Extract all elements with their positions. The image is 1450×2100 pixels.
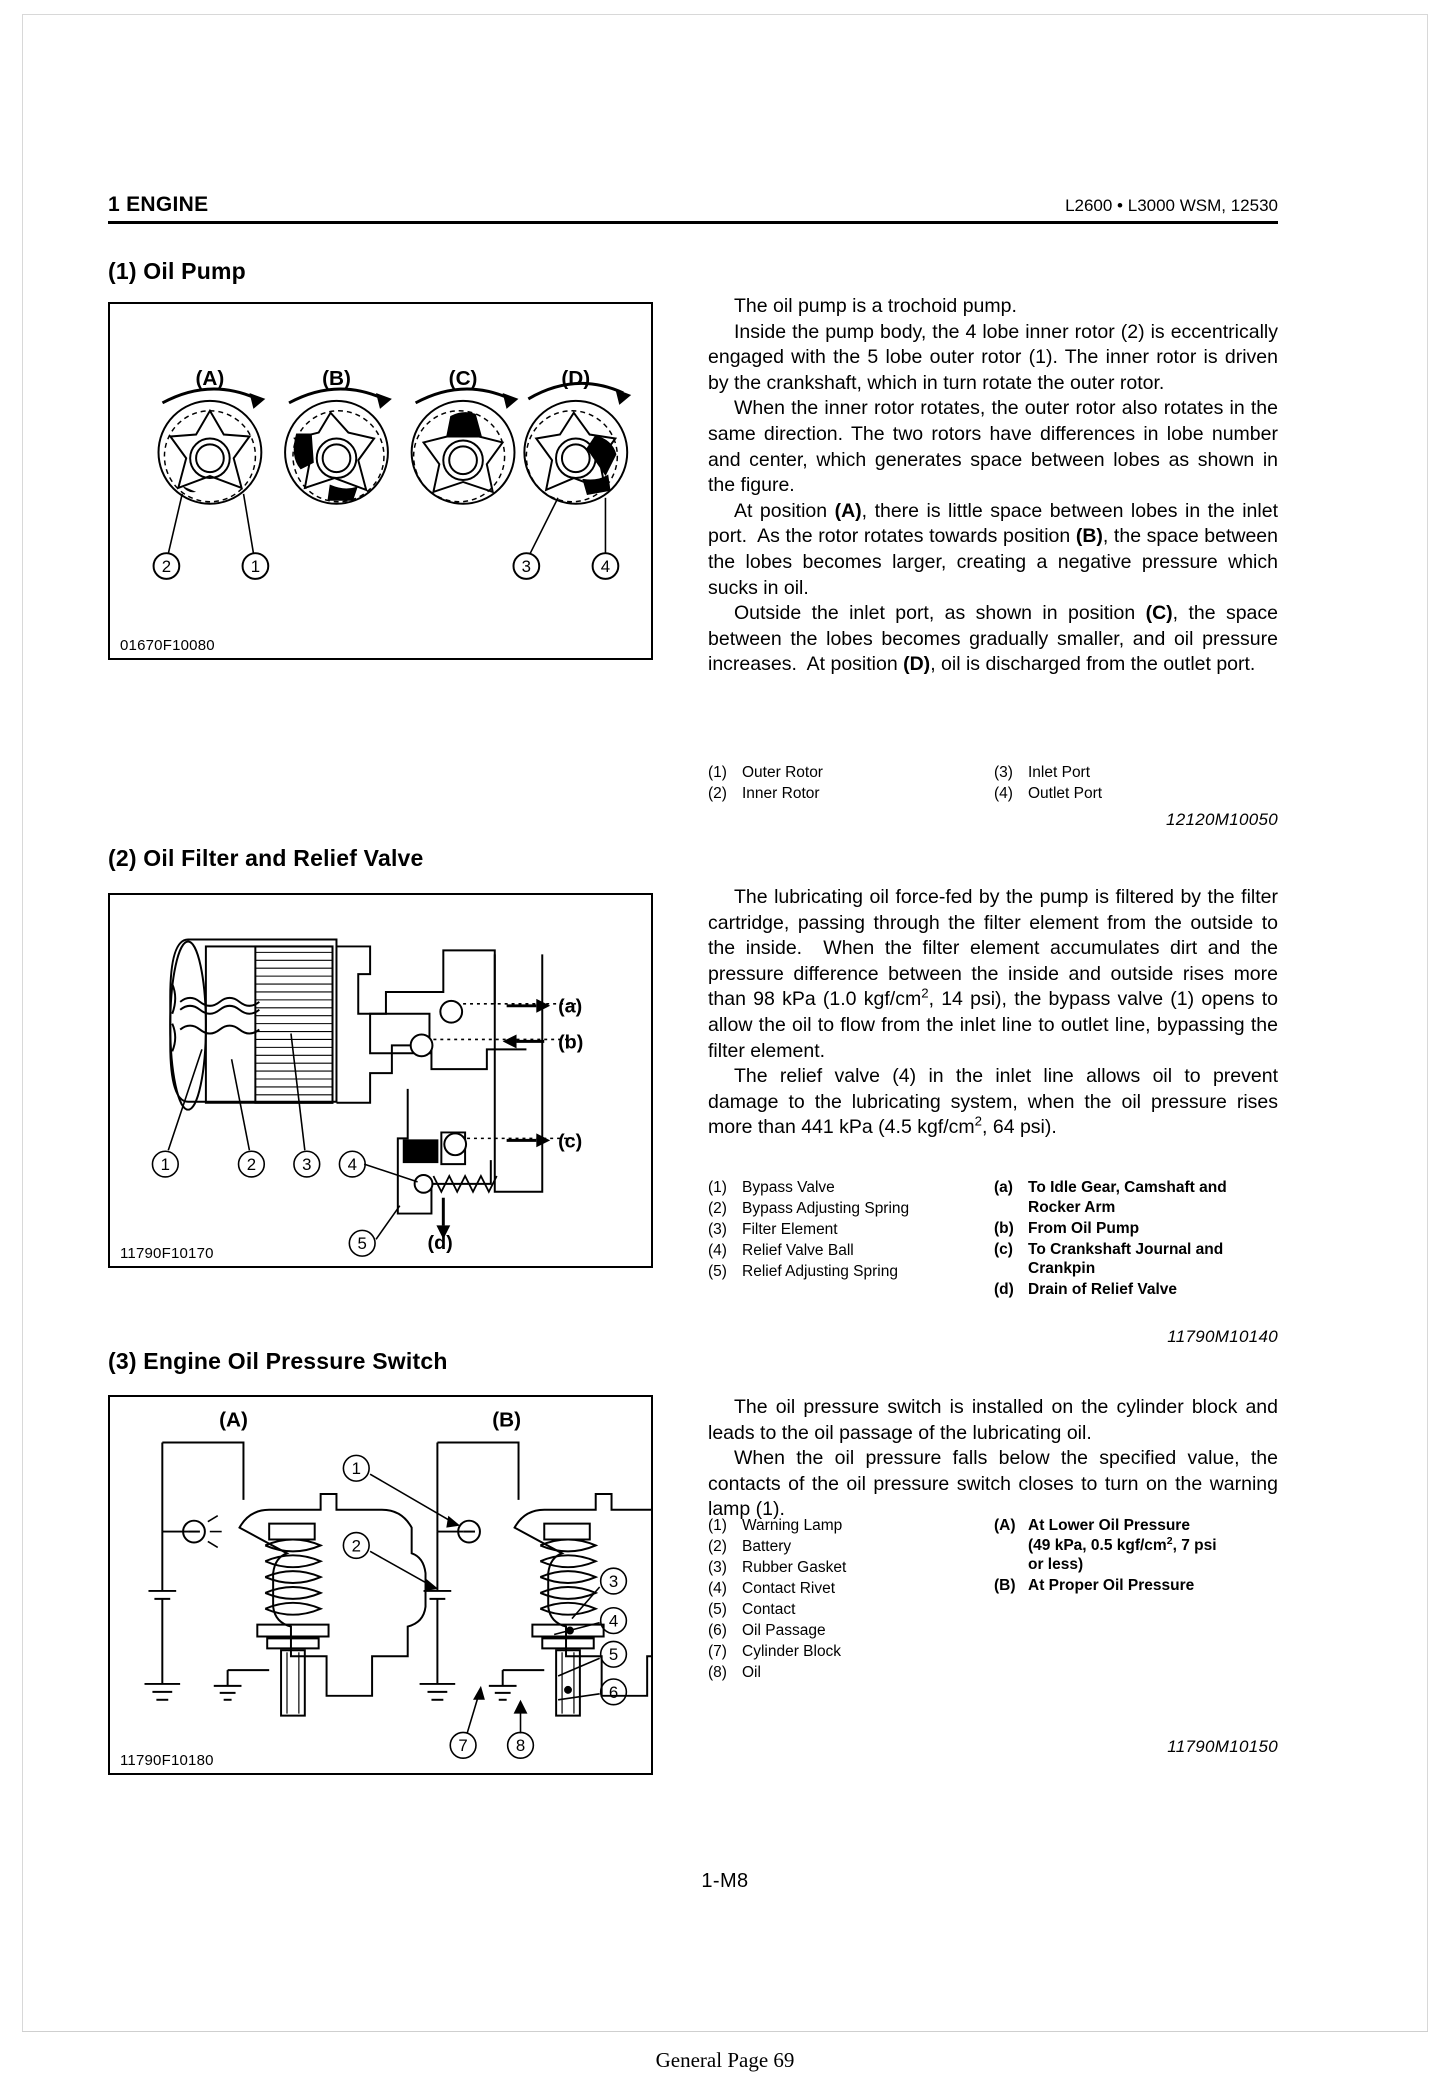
legend-item bbox=[708, 784, 994, 804]
legend-item bbox=[708, 1262, 994, 1282]
legend-column-parts bbox=[708, 1178, 994, 1301]
svg-text:7: 7 bbox=[458, 1736, 468, 1756]
legend-key: (b) bbox=[994, 1219, 1014, 1237]
legend-value: Oil bbox=[742, 1664, 761, 1681]
section-1-legend bbox=[708, 763, 1280, 805]
paragraph: The oil pump is a trochoid pump. bbox=[734, 295, 1017, 317]
paragraph: When the inner rotor rotates, the outer rotor also rotates in the same direction. The two rotors have differences in lobe number and center, which generates space between lobes as shown in the figure. bbox=[708, 397, 1278, 497]
legend-item bbox=[708, 1663, 994, 1683]
section-2-ref-code: 11790M10140 bbox=[1167, 1327, 1278, 1346]
paragraph: Outside the inlet port, as shown in position (C), the space between the lobes becomes gradually smaller, and oil pressure increases. At position (D), oil is discharged from the outlet port. bbox=[708, 602, 1278, 676]
legend-value: Contact bbox=[742, 1601, 796, 1618]
legend-key: (8) bbox=[708, 1664, 727, 1681]
svg-text:4: 4 bbox=[347, 1155, 357, 1175]
legend-key: (4) bbox=[708, 1580, 727, 1597]
svg-text:(D): (D) bbox=[561, 367, 591, 391]
svg-text:(B): (B) bbox=[322, 367, 351, 391]
legend-item bbox=[708, 1558, 994, 1578]
paragraph: The lubricating oil force-fed by the pump is filtered by the filter cartridge, passing through the filter element from the outside to the inside. When the filter element accumulates dirt and the pressure difference between the inside and outside rises more than 98 kPa (1.0 kgf/$cm^2$, 14 psi), the bypass valve (1) opens to allow the oil to flow from the inlet line to outlet line, bypassing the filter element. bbox=[708, 886, 1278, 1062]
paragraph: At position (A), there is little space between lobes in the inlet port. As the rotor rotates towards position (B), the space between the lobes becomes larger, creating a negative pressure which sucks in oil. bbox=[708, 499, 1278, 599]
legend-key: (1) bbox=[708, 764, 727, 781]
legend-key: (4) bbox=[708, 1242, 727, 1259]
legend-key: (1) bbox=[708, 1179, 727, 1196]
legend-column-flows bbox=[994, 1178, 1280, 1301]
section-3-body bbox=[708, 1395, 1278, 1523]
svg-text:1: 1 bbox=[351, 1459, 361, 1479]
legend-key: (B) bbox=[994, 1577, 1016, 1594]
legend-item bbox=[994, 1219, 1280, 1239]
legend-item bbox=[994, 1280, 1280, 1300]
legend-value: At Lower Oil Pressure (49 kPa, 0.5 kgf/$cm^2$, 7 psi or less) bbox=[1028, 1517, 1217, 1573]
svg-text:1: 1 bbox=[160, 1155, 170, 1175]
figure-oil-filter bbox=[108, 893, 653, 1268]
legend-key: (d) bbox=[994, 1281, 1014, 1298]
legend-key: (2) bbox=[708, 1200, 727, 1217]
legend-value: Outlet Port bbox=[1028, 785, 1103, 802]
legend-value: From Oil Pump bbox=[1028, 1219, 1140, 1237]
page-number: 1-M8 bbox=[701, 1870, 749, 1892]
legend-key: (2) bbox=[708, 785, 727, 802]
legend-value: Battery bbox=[742, 1538, 792, 1555]
section-1-heading: (1) Oil Pump bbox=[108, 258, 246, 284]
legend-key: (c) bbox=[994, 1240, 1013, 1258]
legend-key: (1) bbox=[708, 1517, 727, 1534]
legend-key: (5) bbox=[708, 1263, 727, 1280]
footer-label: General Page 69 bbox=[655, 2048, 795, 2072]
legend-column-conditions bbox=[994, 1516, 1280, 1684]
header-chapter-title: 1 ENGINE bbox=[108, 193, 209, 216]
svg-text:3: 3 bbox=[302, 1155, 312, 1175]
header-rule bbox=[108, 221, 1278, 224]
page-header bbox=[108, 193, 1278, 217]
svg-text:(c): (c) bbox=[558, 1130, 583, 1153]
pressure-switch-diagram bbox=[110, 1397, 651, 1773]
legend-item bbox=[708, 1178, 994, 1198]
svg-text:(C): (C) bbox=[448, 367, 478, 391]
legend-key: (A) bbox=[994, 1517, 1016, 1534]
section-1-body bbox=[708, 294, 1278, 678]
svg-text:(b): (b) bbox=[558, 1031, 584, 1054]
legend-value: Warning Lamp bbox=[742, 1517, 843, 1534]
callout-2: 2 bbox=[161, 556, 172, 576]
legend-key: (4) bbox=[994, 785, 1013, 802]
legend-key: (5) bbox=[708, 1601, 727, 1618]
legend-item bbox=[708, 1199, 994, 1219]
legend-value: Rubber Gasket bbox=[742, 1559, 847, 1576]
legend-item bbox=[708, 1600, 994, 1620]
legend-value: Inner Rotor bbox=[742, 785, 820, 802]
legend-key: (3) bbox=[994, 764, 1013, 781]
legend-column-parts bbox=[708, 1516, 994, 1684]
legend-value: Filter Element bbox=[742, 1221, 838, 1238]
section-3-ref-code: 11790M10150 bbox=[1167, 1737, 1278, 1756]
svg-text:(B): (B) bbox=[492, 1408, 522, 1432]
legend-value: Cylinder Block bbox=[742, 1643, 842, 1660]
legend-column-numbers bbox=[708, 763, 994, 805]
legend-item bbox=[708, 1220, 994, 1240]
legend-item bbox=[994, 1576, 1280, 1596]
legend-item bbox=[708, 1241, 994, 1261]
paragraph: The oil pressure switch is installed on the cylinder block and leads to the oil passage of the lubricating oil. bbox=[708, 1396, 1278, 1444]
legend-key: (3) bbox=[708, 1221, 727, 1238]
svg-text:3: 3 bbox=[608, 1571, 619, 1591]
legend-value: Outer Rotor bbox=[742, 764, 823, 781]
legend-item bbox=[708, 763, 994, 783]
legend-value: Oil Passage bbox=[742, 1622, 826, 1639]
paragraph: When the oil pressure falls below the specified value, the contacts of the oil pressure switch closes to turn on the warning lamp (1). bbox=[708, 1447, 1278, 1521]
legend-value: Drain of Relief Valve bbox=[1028, 1281, 1178, 1298]
figure-3-id: 11790F10180 bbox=[120, 1752, 214, 1769]
svg-text:2: 2 bbox=[351, 1536, 361, 1556]
legend-value: Relief Adjusting Spring bbox=[742, 1263, 898, 1280]
legend-item bbox=[994, 1178, 1280, 1217]
header-model-info: L2600 • L3000 WSM, 12530 bbox=[1065, 196, 1278, 215]
legend-key: (2) bbox=[708, 1538, 727, 1555]
legend-item bbox=[994, 763, 1280, 783]
legend-item bbox=[994, 1240, 1280, 1279]
svg-text:5: 5 bbox=[357, 1234, 367, 1254]
section-3-heading: (3) Engine Oil Pressure Switch bbox=[108, 1348, 448, 1374]
legend-column-ports bbox=[994, 763, 1280, 805]
legend-item bbox=[708, 1642, 994, 1662]
section-2-body bbox=[708, 885, 1278, 1141]
svg-text:6: 6 bbox=[608, 1682, 619, 1702]
svg-text:(a): (a) bbox=[558, 995, 583, 1018]
svg-text:8: 8 bbox=[515, 1736, 526, 1756]
figure-2-id: 11790F10170 bbox=[120, 1245, 214, 1262]
legend-key: (a) bbox=[994, 1179, 1013, 1196]
figure-oil-pump bbox=[108, 302, 653, 660]
legend-value: To Crankshaft Journal and Crankpin bbox=[1028, 1240, 1224, 1277]
legend-item bbox=[708, 1579, 994, 1599]
legend-value: To Idle Gear, Camshaft and Rocker Arm bbox=[1028, 1179, 1227, 1216]
legend-item bbox=[708, 1621, 994, 1641]
svg-text:(A): (A) bbox=[195, 367, 225, 391]
section-3-legend bbox=[708, 1516, 1280, 1684]
section-1-ref-code: 12120M10050 bbox=[1165, 810, 1278, 829]
legend-value: Bypass Adjusting Spring bbox=[742, 1200, 910, 1217]
legend-value: Contact Rivet bbox=[742, 1580, 836, 1597]
section-2-heading: (2) Oil Filter and Relief Valve bbox=[108, 845, 424, 871]
svg-text:(A): (A) bbox=[219, 1408, 248, 1432]
callout-4: 4 bbox=[600, 556, 611, 576]
figure-1-id: 01670F10080 bbox=[120, 637, 215, 654]
svg-text:(d): (d) bbox=[427, 1232, 453, 1255]
paragraph: The relief valve (4) in the inlet line allows oil to prevent damage to the lubricating system, when the oil pressure rises more than 441 kPa (4.5 kgf/$cm^2$, 64 psi). bbox=[708, 1065, 1278, 1139]
legend-key: (3) bbox=[708, 1559, 727, 1576]
figure-pressure-switch bbox=[108, 1395, 653, 1775]
oil-filter-diagram bbox=[110, 895, 651, 1266]
paragraph: Inside the pump body, the 4 lobe inner rotor (2) is eccentrically engaged with the 5 lobe outer rotor (1). The inner rotor is driven by the crankshaft, which in turn rotate the outer rotor. bbox=[708, 320, 1278, 394]
legend-key: (6) bbox=[708, 1622, 727, 1639]
legend-value: At Proper Oil Pressure bbox=[1028, 1577, 1195, 1594]
legend-item bbox=[708, 1516, 994, 1536]
section-2-legend bbox=[708, 1178, 1280, 1301]
legend-item bbox=[708, 1537, 994, 1557]
svg-text:4: 4 bbox=[608, 1611, 619, 1631]
svg-text:5: 5 bbox=[608, 1645, 619, 1665]
legend-value: Bypass Valve bbox=[742, 1179, 835, 1196]
legend-value: Relief Valve Ball bbox=[742, 1242, 854, 1259]
legend-value: Inlet Port bbox=[1028, 764, 1091, 781]
legend-item bbox=[994, 1516, 1280, 1575]
page-bottom-rule bbox=[22, 2031, 1428, 2032]
svg-text:2: 2 bbox=[246, 1155, 257, 1175]
legend-item bbox=[994, 784, 1280, 804]
callout-3: 3 bbox=[521, 556, 532, 576]
callout-1: 1 bbox=[250, 556, 261, 576]
oil-pump-diagram bbox=[110, 304, 651, 658]
legend-key: (7) bbox=[708, 1643, 727, 1660]
